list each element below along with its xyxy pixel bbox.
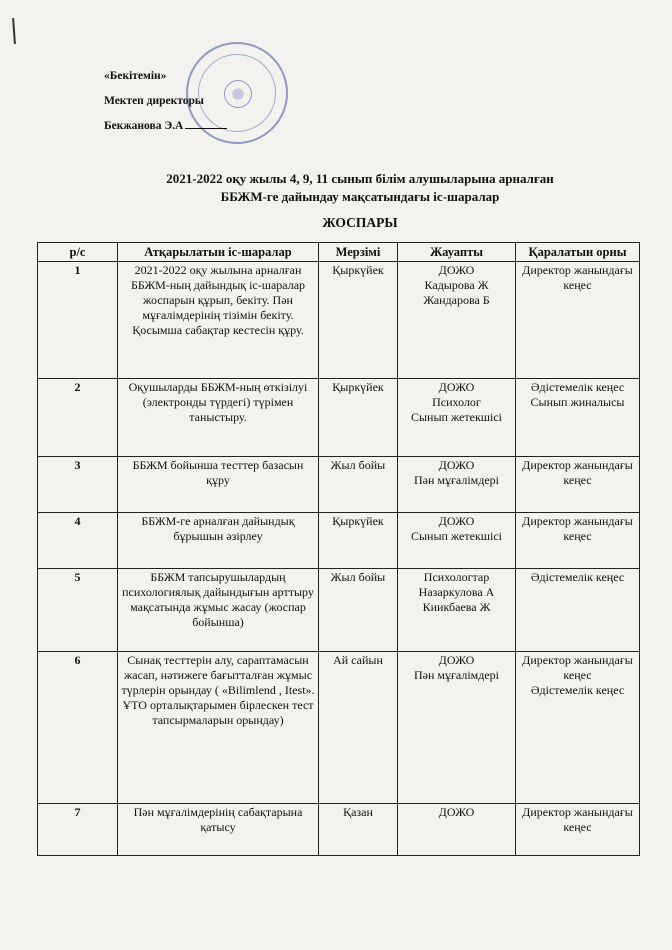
- row-place: [516, 262, 640, 379]
- review-place: Директор жанындағы кеңес: [522, 653, 633, 682]
- director-signature-line: [104, 114, 227, 139]
- header-num: р/с: [38, 243, 118, 262]
- review-place: Директор жанындағы кеңес: [522, 805, 633, 834]
- row-number: 2: [38, 379, 118, 457]
- table-row: [38, 262, 640, 379]
- row-responsible: [398, 804, 516, 856]
- responsible-person: Психолог: [432, 395, 481, 409]
- director-name: Бекжанова Э.А: [104, 120, 184, 132]
- responsible-person: Пән мұғалімдері: [413, 668, 500, 682]
- responsible-person: ДОЖО: [438, 514, 475, 528]
- seal-emblem-icon: [224, 80, 252, 108]
- row-number: 4: [38, 513, 118, 569]
- signature-underline: [185, 117, 227, 129]
- row-activity: 2021-2022 оқу жылына арналған ББЖМ-ның дайындық іс-шаралар жоспарын құрып, бекіту. Пән мұғалімдерінің тізімін бекіту. Қосымша сабақтар кестесін құру.: [118, 262, 319, 379]
- review-place: Әдістемелік кеңес: [530, 380, 625, 394]
- row-month: Қыркүйек: [319, 379, 398, 457]
- row-number: 3: [38, 457, 118, 513]
- table-row: [38, 804, 640, 856]
- responsible-person: ДОЖО: [438, 263, 475, 277]
- row-month: Қыркүйек: [319, 262, 398, 379]
- header-activity: Атқарылатын іс-шаралар: [118, 243, 319, 262]
- row-responsible: [398, 379, 516, 457]
- table-header-row: [38, 243, 640, 262]
- responsible-person: ДОЖО: [438, 458, 475, 472]
- doc-title-line1: 2021-2022 оқу жылы 4, 9, 11 сынып білім алушыларына арналған: [166, 171, 554, 186]
- row-activity: ББЖМ-ге арналған дайындық бұрышын әзірлеу: [118, 513, 319, 569]
- review-place: Директор жанындағы кеңес: [522, 514, 633, 543]
- responsible-person: Жандарова Б: [423, 293, 490, 307]
- row-month: Қазан: [319, 804, 398, 856]
- header-responsible: Жауапты: [398, 243, 516, 262]
- margin-pen-mark: [12, 18, 16, 44]
- row-month: Жыл бойы: [319, 569, 398, 652]
- row-month: Қыркүйек: [319, 513, 398, 569]
- row-place: [516, 804, 640, 856]
- row-responsible: [398, 262, 516, 379]
- responsible-person: Сынып жетекшісі: [410, 410, 503, 424]
- review-place: Директор жанындағы кеңес: [522, 458, 633, 487]
- row-activity: Сынақ тесттерін алу, сараптамасын жасап, нәтижеге бағытталған жұмыс түрлерін орындау ( «Bilimlend , Itest». ҰТО орталықтарымен бірлескен тест тапсырмаларын орындау): [118, 652, 319, 804]
- review-place: Әдістемелік кеңес: [530, 570, 625, 584]
- responsible-person: Назаркулова А: [418, 585, 495, 599]
- doc-title-line2: ББЖМ-ге дайындау мақсатындағы іс-шаралар: [220, 189, 500, 204]
- plan-table: [37, 242, 640, 856]
- row-number: 1: [38, 262, 118, 379]
- row-activity: ББЖМ тапсырушылардың психологиялық дайындығын арттыру мақсатында жұмыс жасау (жоспар бойынша): [118, 569, 319, 652]
- table-row: [38, 457, 640, 513]
- row-month: Жыл бойы: [319, 457, 398, 513]
- row-number: 6: [38, 652, 118, 804]
- responsible-person: ДОЖО: [438, 653, 475, 667]
- row-responsible: [398, 513, 516, 569]
- director-title: Мектеп директоры: [104, 95, 204, 107]
- doc-title-plan: ЖОСПАРЫ: [322, 215, 398, 230]
- responsible-person: Пән мұғалімдері: [413, 473, 500, 487]
- row-place: [516, 652, 640, 804]
- table-row: [38, 513, 640, 569]
- row-activity: ББЖМ бойынша тесттер базасын құру: [118, 457, 319, 513]
- table-body: [38, 262, 640, 856]
- review-place: Әдістемелік кеңес: [530, 683, 625, 697]
- row-number: 5: [38, 569, 118, 652]
- header-place: Қаралатын орны: [516, 243, 640, 262]
- approved-label: «Бекітемін»: [104, 70, 167, 82]
- row-responsible: [398, 569, 516, 652]
- responsible-person: ДОЖО: [438, 805, 475, 819]
- review-place: Сынып жиналысы: [530, 395, 625, 409]
- responsible-person: Сынып жетекшісі: [410, 529, 503, 543]
- header-month: Мерзімі: [319, 243, 398, 262]
- row-place: [516, 457, 640, 513]
- row-responsible: [398, 652, 516, 804]
- row-place: [516, 569, 640, 652]
- table-row: [38, 569, 640, 652]
- table-row: [38, 652, 640, 804]
- row-place: [516, 513, 640, 569]
- approval-block: [104, 64, 227, 139]
- responsible-person: Киикбаева Ж: [422, 600, 491, 614]
- responsible-person: Кадырова Ж: [424, 278, 489, 292]
- responsible-person: ДОЖО: [438, 380, 475, 394]
- responsible-person: Психологтар: [423, 570, 490, 584]
- row-place: [516, 379, 640, 457]
- row-activity: Оқушыларды ББЖМ-ның өткізілуі (электронды түрдегі) түрімен таныстыру.: [118, 379, 319, 457]
- row-number: 7: [38, 804, 118, 856]
- row-activity: Пән мұғалімдерінің сабақтарына қатысу: [118, 804, 319, 856]
- row-month: Ай сайын: [319, 652, 398, 804]
- table-row: [38, 379, 640, 457]
- review-place: Директор жанындағы кеңес: [522, 263, 633, 292]
- row-responsible: [398, 457, 516, 513]
